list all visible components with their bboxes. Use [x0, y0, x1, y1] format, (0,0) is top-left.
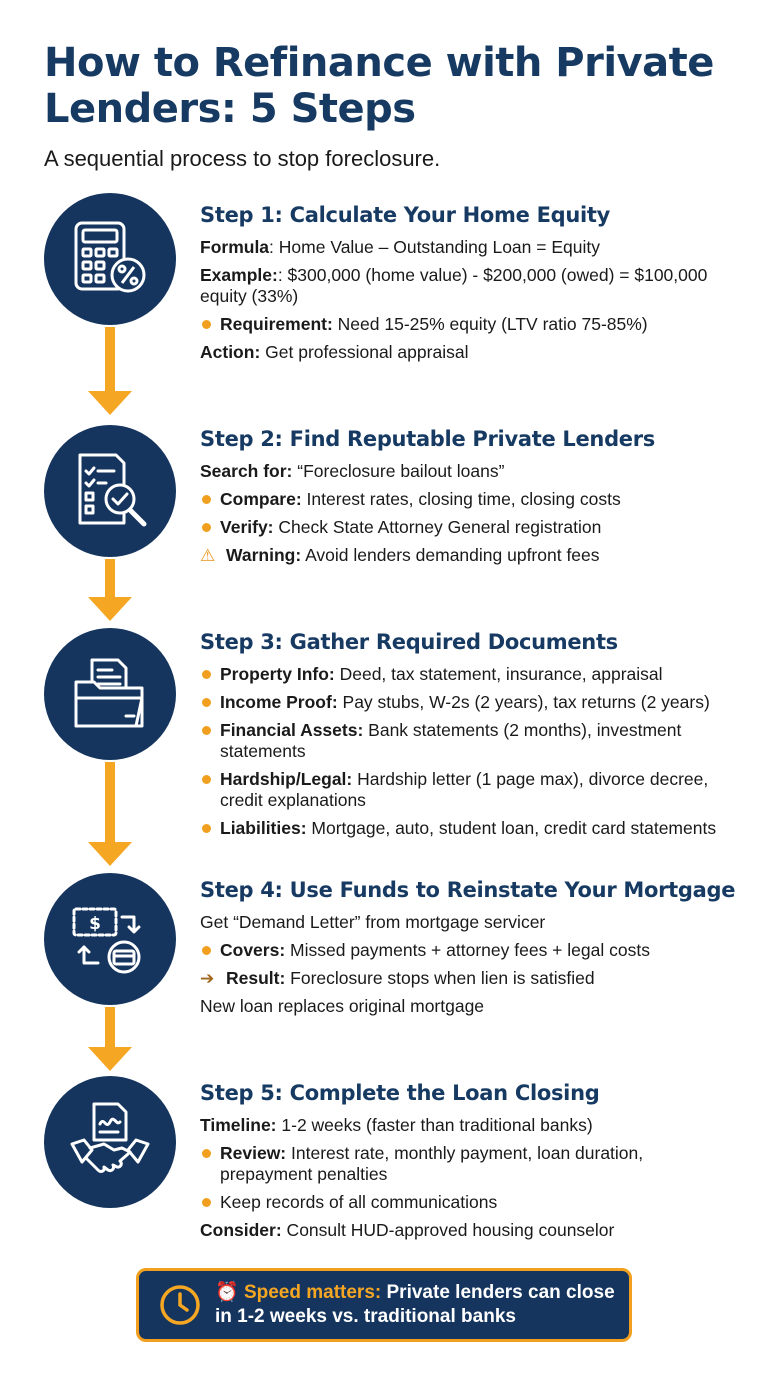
step-5-line-3: Keep records of all communications	[200, 1192, 740, 1213]
bullet-dot-icon	[202, 775, 211, 784]
callout-body: Private lenders can close in 1-2 weeks vs. traditional banks	[215, 1282, 615, 1327]
bullet-dot-icon	[202, 670, 211, 679]
step-1-line-4: Action: Get professional appraisal	[200, 342, 469, 362]
bullet-dot-icon	[202, 320, 211, 329]
folder-documents-icon	[68, 652, 152, 736]
step-2-line-1: Search for: “Foreclosure bailout loans”	[200, 461, 505, 481]
step-3-line-3: Financial Assets: Bank statements (2 months), investment statements	[200, 720, 740, 762]
step-1-line-2: Example:: $300,000 (home value) - $200,000 (owed) = $100,000 equity (33%)	[200, 265, 708, 306]
speed-callout	[136, 1268, 632, 1342]
alarm-clock-icon: ⏰	[215, 1282, 239, 1303]
step-2	[200, 427, 740, 573]
page-subtitle: A sequential process to stop foreclosure.	[44, 146, 441, 171]
step-3-line-1: Property Info: Deed, tax statement, insurance, appraisal	[200, 664, 740, 685]
step-3-arrow	[88, 762, 132, 866]
callout-text	[215, 1281, 629, 1329]
callout-highlight: Speed matters:	[243, 1282, 382, 1303]
step-4-line-2: Covers: Missed payments + attorney fees + legal costs	[200, 940, 740, 961]
step-3	[200, 630, 740, 846]
bullet-dot-icon	[202, 946, 211, 955]
step-5-title: Step 5: Complete the Loan Closing	[200, 1081, 600, 1105]
step-4	[200, 878, 740, 1024]
bullet-dot-icon	[202, 726, 211, 735]
step-3-title: Step 3: Gather Required Documents	[200, 630, 618, 654]
step-2-line-2: Compare: Interest rates, closing time, closing costs	[200, 489, 740, 510]
step-2-circle	[44, 425, 176, 557]
step-4-line-3: ➔ Result: Foreclosure stops when lien is satisfied	[200, 968, 595, 988]
step-4-title: Step 4: Use Funds to Reinstate Your Mortgage	[200, 878, 736, 902]
warning-icon: ⚠	[200, 546, 216, 565]
step-1	[200, 203, 740, 370]
step-4-line-4: New loan replaces original mortgage	[200, 996, 485, 1016]
step-5	[200, 1081, 740, 1248]
step-1-arrow	[88, 327, 132, 415]
bullet-dot-icon	[202, 495, 211, 504]
step-2-line-3: Verify: Check State Attorney General registration	[200, 517, 740, 538]
bullet-dot-icon	[202, 523, 211, 532]
arrow-right-icon: ➔	[200, 969, 215, 988]
clock-icon	[157, 1282, 203, 1328]
bullet-dot-icon	[202, 698, 211, 707]
step-1-line-1: Formula: Home Value – Outstanding Loan = Equity	[200, 237, 600, 257]
step-1-line-3: Requirement: Need 15-25% equity (LTV ratio 75-85%)	[200, 314, 740, 335]
step-2-line-4: ⚠ Warning: Avoid lenders demanding upfront fees	[200, 545, 600, 565]
money-transfer-icon	[68, 897, 152, 981]
step-3-line-4: Hardship/Legal: Hardship letter (1 page max), divorce decree, credit explanations	[200, 769, 740, 811]
svg-text:$: $	[89, 914, 101, 934]
bullet-dot-icon	[202, 1198, 211, 1207]
checklist-magnifier-icon	[68, 449, 152, 533]
step-3-line-5: Liabilities: Mortgage, auto, student loan, credit card statements	[200, 818, 740, 839]
step-2-arrow	[88, 559, 132, 621]
page-title: How to Refinance with Private Lenders: 5 Steps	[44, 40, 714, 132]
step-4-arrow	[88, 1007, 132, 1071]
step-3-circle	[44, 628, 176, 760]
handshake-contract-icon	[68, 1100, 152, 1184]
bullet-dot-icon	[202, 1149, 211, 1158]
step-5-circle	[44, 1076, 176, 1208]
step-1-title: Step 1: Calculate Your Home Equity	[200, 203, 611, 227]
step-5-line-1: Timeline: 1-2 weeks (faster than traditional banks)	[200, 1115, 593, 1135]
step-5-line-2: Review: Interest rate, monthly payment, loan duration, prepayment penalties	[200, 1143, 740, 1185]
step-2-title: Step 2: Find Reputable Private Lenders	[200, 427, 655, 451]
step-4-line-1: Get “Demand Letter” from mortgage servicer	[200, 912, 546, 932]
step-3-line-2: Income Proof: Pay stubs, W-2s (2 years), tax returns (2 years)	[200, 692, 740, 713]
calculator-percent-icon	[68, 217, 152, 301]
step-4-circle	[44, 873, 176, 1005]
step-1-circle	[44, 193, 176, 325]
bullet-dot-icon	[202, 824, 211, 833]
step-5-line-4: Consider: Consult HUD-approved housing counselor	[200, 1220, 615, 1240]
